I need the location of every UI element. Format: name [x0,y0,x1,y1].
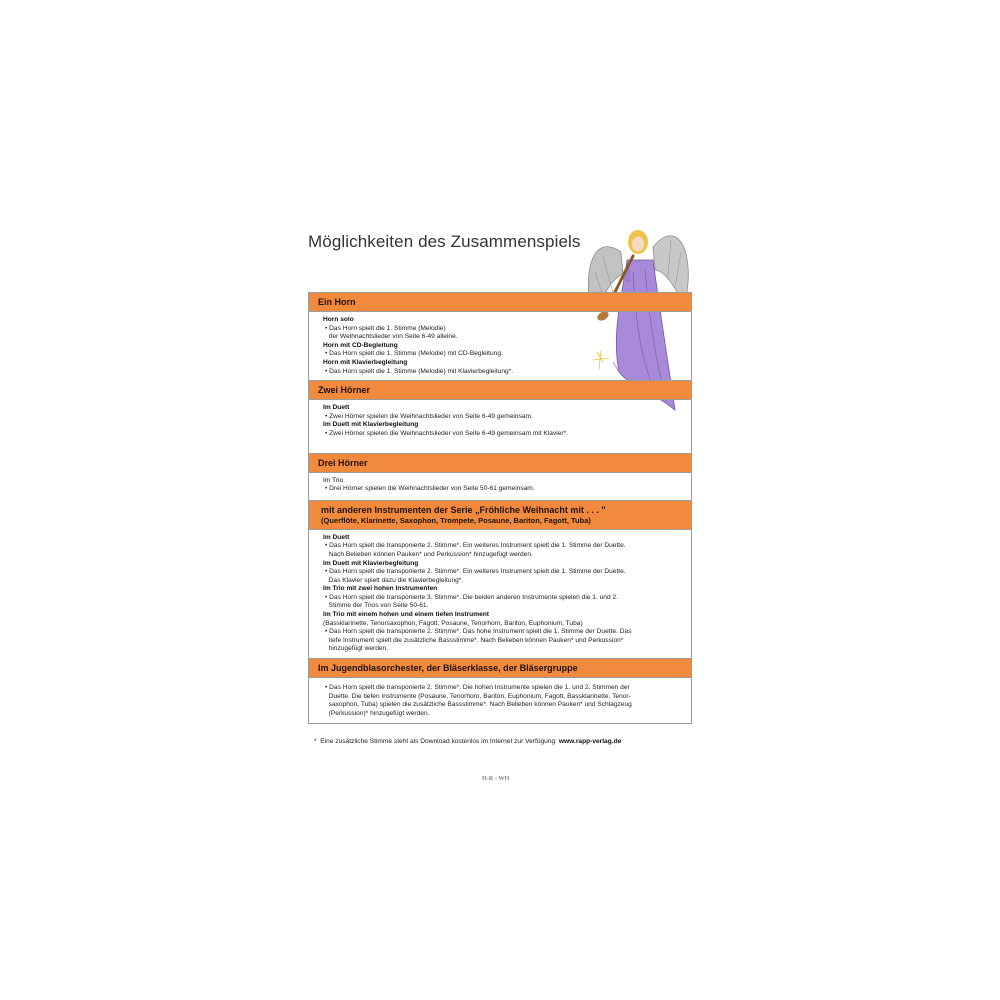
entry-title: Horn mit Klavierbegleitung [323,358,408,366]
section-heading: Zwei Hörner [309,381,691,400]
ensemble-options-table [308,292,692,724]
entry-title: Im Duett [323,404,350,412]
entry-title: Im Duett [323,533,350,541]
page-title: Möglichkeiten des Zusammenspiels [308,232,581,251]
section-subheading: (Querflöte, Klarinette, Saxophon, Trompete, Posaune, Bariton, Fagott, Tuba) [321,515,591,525]
section-jugendblasorchester: Im Jugendblasorchester, der Bläserklasse, der Bläsergruppe • Das Horn spielt die transponierte 2. Stimme*. Die hohen Instrumente spielen die 1. und 2. Stimmen der Duette. Die tiefen Instrumente (Posaune, Tenorhorn, Bariton, Euphonium, Fagott, Bassklarinette, Tenor- saxophon, Tuba) spielen die zusätzliche Bassstimme*. Nach Belieben können Pauken* und Schlagzeug (Perkussion)* hinzugefügt werden. [309,658,691,723]
publisher-url: www.rapp-verlag.de [558,738,622,745]
section-drei-hoerner: Drei Hörner Im Trio • Drei Hörner spielen die Weihnachtslieder von Seite 50-61 gemeinsam. [309,453,691,500]
section-ein-horn: Ein Horn Horn solo • Das Horn spielt die 1. Stimme (Melodie) der Weihnachtslieder von Seite 6-49 alleine. Horn mit CD-Begleitung • Das Horn spielt die 1. Stimme (Melodie) mit CD-Begleitung. Horn mit Klavierbegleitung • Das Horn spielt die 1. Stimme (Melodie) mit Klavierbegleitung*. [309,292,691,380]
entry-title: Horn solo [323,316,354,323]
entry-title: Im Duett mit Klavierbegleitung [323,421,419,429]
section-heading: Drei Hörner [309,454,691,473]
section-heading: Ein Horn [309,293,691,312]
entry-title: Im Duett mit Klavierbegleitung [323,559,419,567]
page-code: H-R - WH [482,775,510,782]
entry-title: Im Trio mit einem hohen und einem tiefen Instrument [323,611,489,619]
entry-title: Horn mit CD-Begleitung [323,341,398,349]
section-andere-instrumente: mit anderen Instrumenten der Serie „Fröhliche Weihnacht mit . . . " (Querflöte, Klarinette, Saxophon, Trompete, Posaune, Bariton, Fagott, Tuba) Im Duett • Das Horn spielt die transponierte 2. Stimme*. Ein weiteres Instrument spielt die 1. Stimme der Duette. Nach Belieben können Pauken* und Perkussion* hinzugefügt werden. Im Duett mit Klavierbegleitung • Das Horn spielt die transponierte 2. Stimme*. Ein weiteres Instrument spielt die 1. Stimme der Duette. Das Klavier spielt dazu die Klavierbegleitung*. Im Trio mit zwei hohen Instrumenten • Das Horn spielt die transponierte 3. Stimme*. Die beiden anderen Instrumente spielen die 1. und 2. Stimme der Trios von Seite 50-61. Im Trio mit einem hohen und einem tiefen Instrument (Bassklarinette, Tenorsaxophon, Fagott, Posaune, Tenorhorn, Bariton, Euphonium, Tuba) • Das Horn spielt die transponierte 2. Stimme*. Das hohe Instrument spielt die 1. Stimme der Duette. Das tiefe Instrument spielt die zusätzliche Bassstimme*. Nach Belieben können Pauken* und Perkussion* hinzugefügt werden. [309,500,691,658]
section-heading: Im Jugendblasorchester, der Bläserklasse, der Bläsergruppe [309,659,691,678]
entry-title: Im Trio [323,476,344,484]
section-zwei-hoerner: Zwei Hörner Im Duett • Zwei Hörner spielen die Weihnachtslieder von Seite 6-49 gemeinsam. Im Duett mit Klavierbegleitung • Zwei Hörner spielen die Weihnachtslieder von Seite 6-49 gemeinsam mit Klavier*. [309,380,691,452]
footnote: * Eine zusätzliche Stimme steht als Download kostenlos im Internet zur Verfügung: www.rapp-verlag.de [314,738,622,745]
section-heading: mit anderen Instrumenten der Serie „Fröhliche Weihnacht mit . . . " (Querflöte, Klarinette, Saxophon, Trompete, Posaune, Bariton, Fagott, Tuba) [309,501,691,530]
entry-title: Im Trio mit zwei hohen Instrumenten [323,585,438,593]
